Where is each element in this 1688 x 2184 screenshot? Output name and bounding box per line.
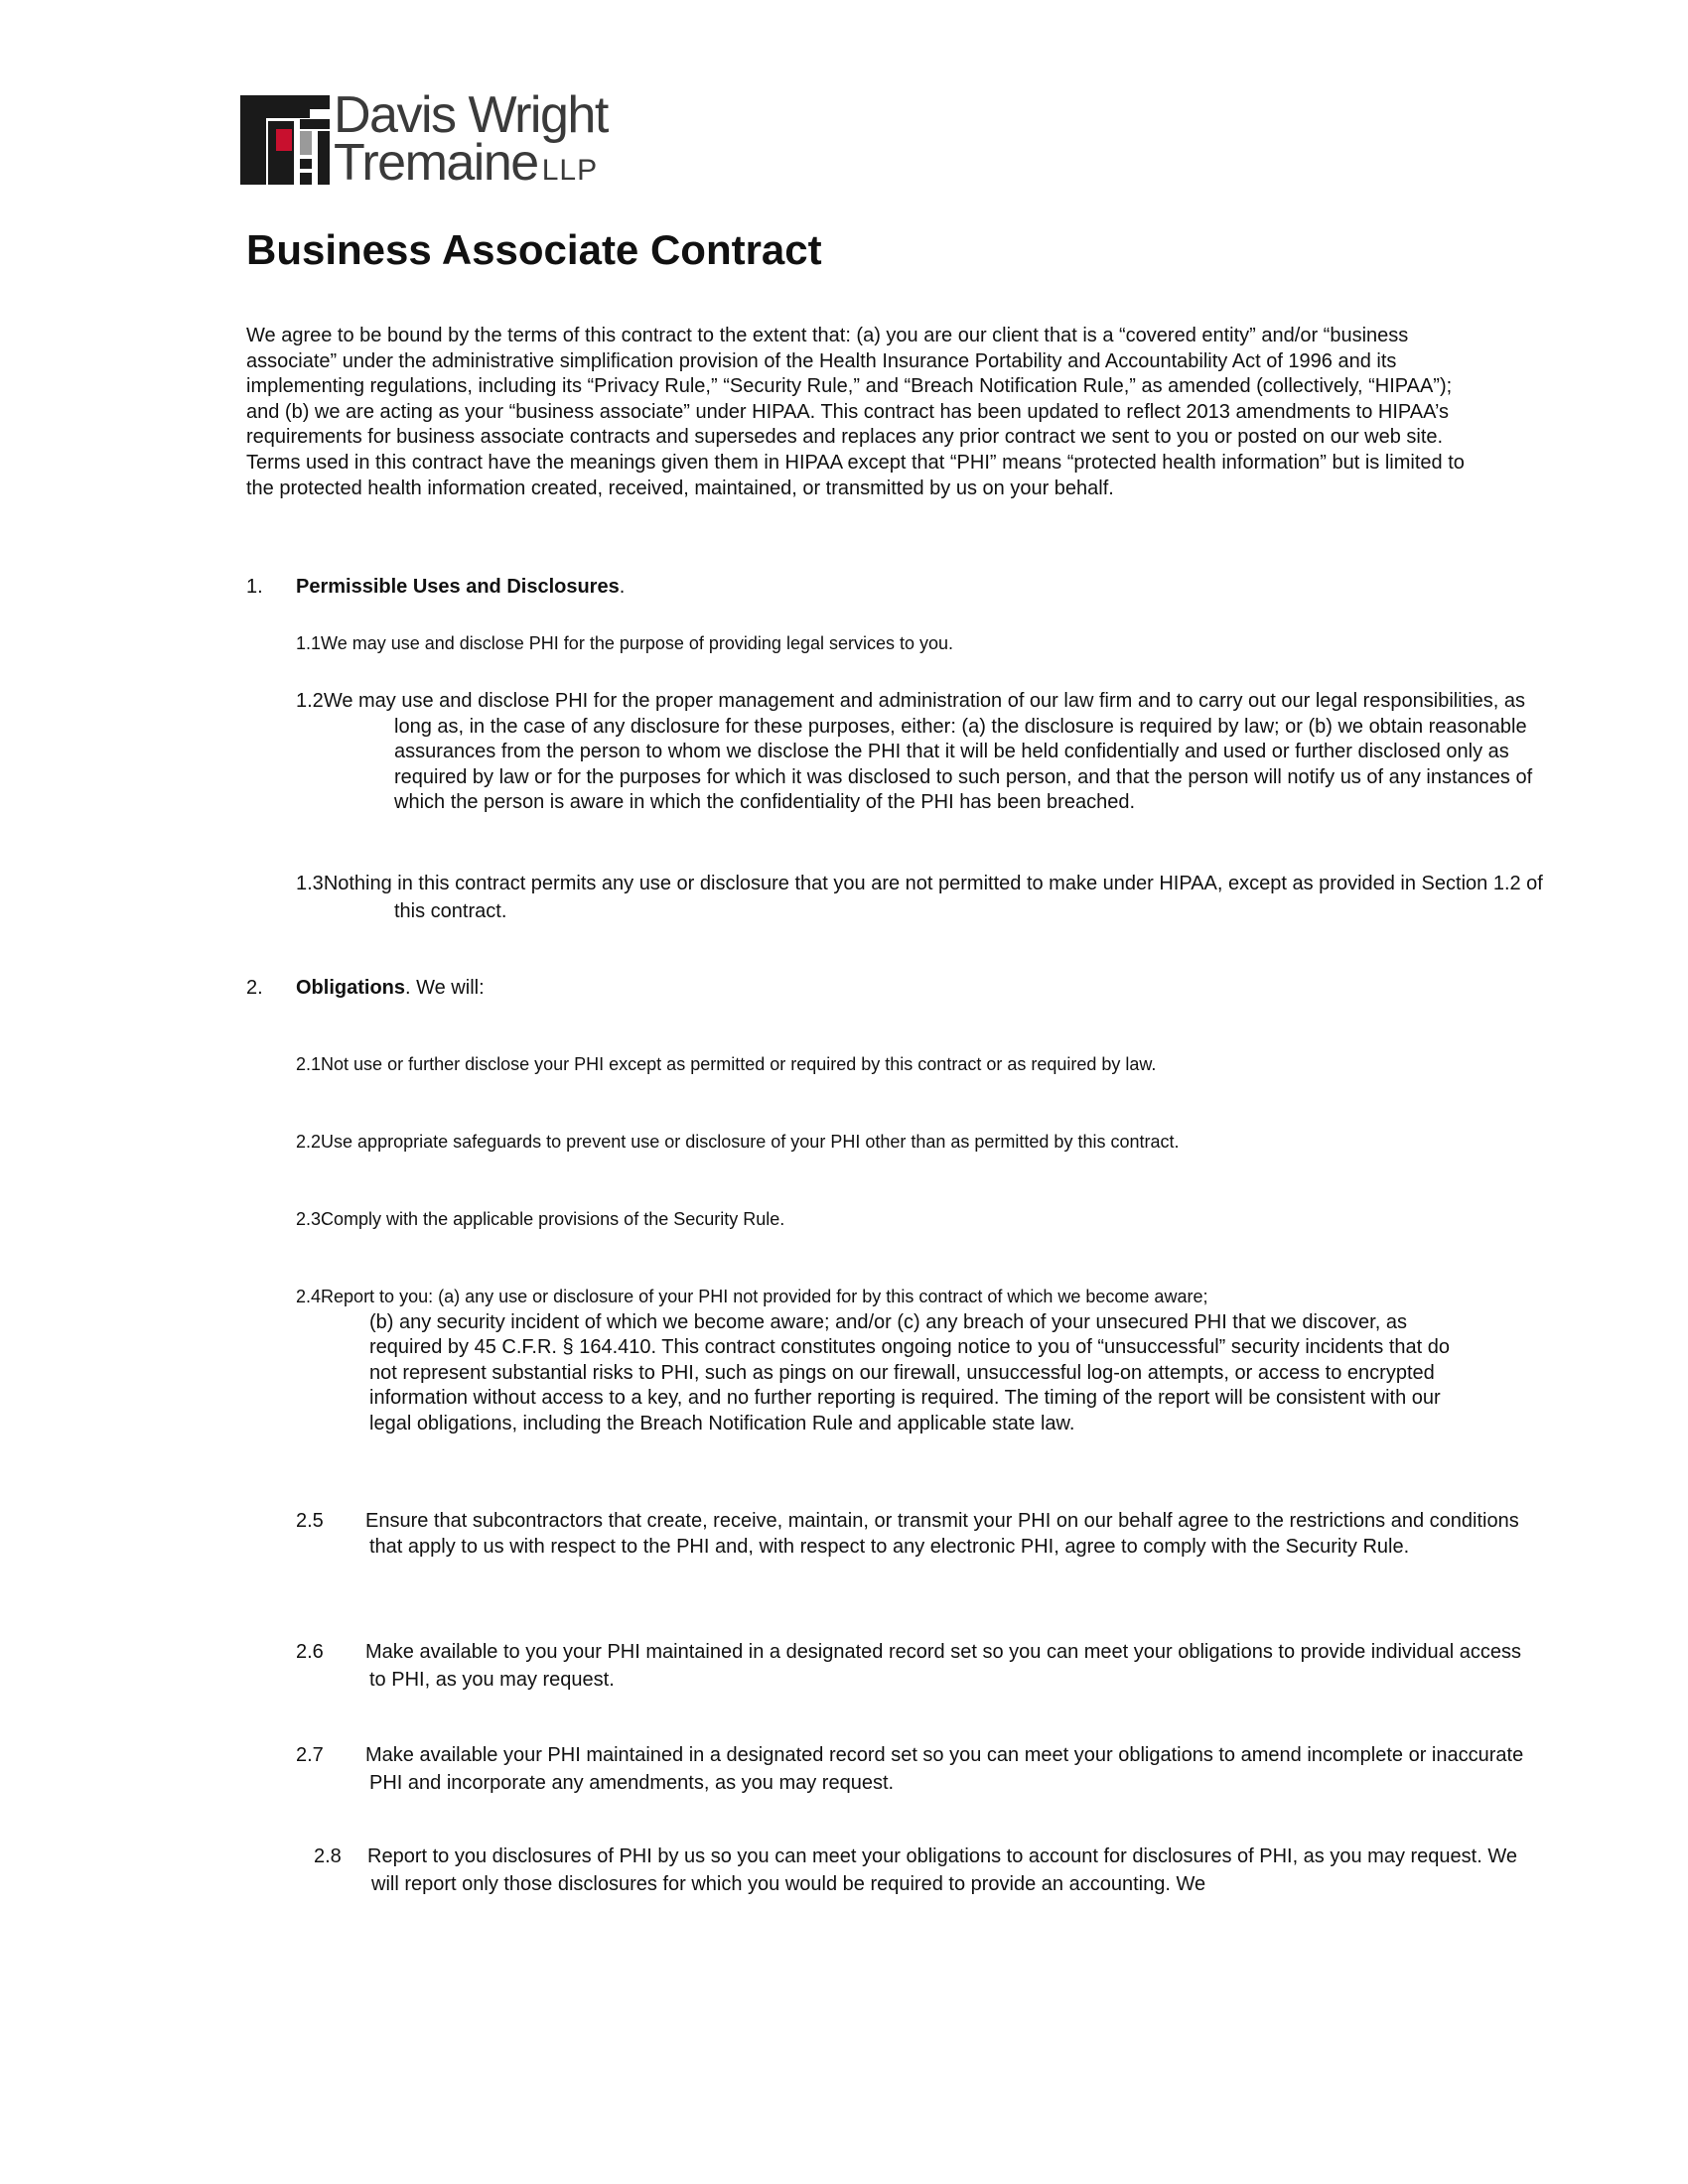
document-title: Business Associate Contract [246,226,822,273]
item-text: Make available your PHI maintained in a designated record set so you can meet your obligations to amend incomplete or inaccurate PHI and incorporate any amendments, as you may request. [365,1744,1524,1794]
item-number: 2.8 [314,1845,342,1867]
section-2-suffix: . We will: [405,977,485,999]
item-2-8 [314,1843,1525,1898]
item-text: Report to you disclosures of PHI by us so you can meet your obligations to account for disclosures of PHI, as you may request. We will report only those disclosures for which you would be required to provide an accounting. We [367,1845,1517,1895]
item-2-1 [296,1052,1468,1078]
item-2-5 [296,1509,1541,1560]
item-1-3 [296,870,1566,925]
item-number: 2.7 [296,1744,324,1766]
item-text: Ensure that subcontractors that create, receive, maintain, or transmit your PHI on our behalf agree to the restrictions and conditions that apply to us with respect to the PHI and, with respect to any electronic PHI, agree to comply with the Security Rule. [365,1510,1519,1558]
item-number: 1.1 [296,633,322,653]
item-text: Nothing in this contract permits any use or disclosure that you are not permitted to make under HIPAA, except as provided in Section 1.2 of this contract. [323,873,1543,922]
item-2-7 [296,1741,1541,1797]
item-text: Report to you: (a) any use or disclosure of your PHI not provided for by this contract of which we become aware; [321,1287,1208,1306]
logo-text-line2 [334,134,599,197]
firm-logo-mark-icon [240,95,330,185]
section-2-heading [246,975,485,1001]
item-text: Use appropriate safeguards to prevent use or disclosure of your PHI other than as permitted by this contract. [321,1132,1180,1152]
item-number: 2.4 [296,1287,322,1306]
item-number: 2.1 [296,1054,322,1074]
section-1-title: Permissible Uses and Disclosures [296,576,620,598]
section-2-title: Obligations [296,977,405,999]
intro-paragraph: We agree to be bound by the terms of this contract to the extent that: (a) you are our client that is a “covered entity” and/or “business associate” under the administrative simplification provision of the Health Insurance Portability and Accountability Act of 1996 and its implementing regulations, including its “Privacy Rule,” “Security Rule,” and “Breach Notification Rule,” as amended (collectively, “HIPAA”); and (b) we are acting as your “business associate” under HIPAA. This contract has been updated to reflect 2013 amendments to HIPAA’s requirements for business associate contracts and supersedes and replaces any prior contract we sent to you or posted on our web site. Terms used in this contract have the meanings given them in HIPAA except that “PHI” means “protected health information” but is limited to the protected health information created, received, maintained, or transmitted by us on your behalf. [246,325,1465,499]
section-1-heading [246,574,625,600]
item-number: 2.6 [296,1641,324,1663]
item-text: Make available to you your PHI maintained in a designated record set so you can meet your obligations to provide individual access to PHI, as you may request. [365,1641,1521,1691]
item-number: 1.2 [296,690,324,712]
firm-logo [240,86,637,192]
logo-text-line1: Davis Wright [334,86,608,144]
item-number: 2.2 [296,1132,322,1152]
item-number: 1.3 [296,873,324,894]
item-2-3 [296,1207,1468,1233]
logo-text-llp: LLP [541,154,599,187]
item-2-4-first-line [296,1285,1468,1310]
item-text: We may use and disclose PHI for the proper management and administration of our law firm and to carry out our legal responsibilities, as long as, in the case of any disclosure for these purposes, either: (a) the disclosure is required by law; or (b) we obtain reasonable assurances from the person to whom we disclose the PHI that it will be held confidentially and used or further disclosed only as required by law or for the purposes for which it was disclosed to such person, and that the person will notify us of any instances of which the person is aware in which the confidentiality of the PHI has been breached. [323,690,1533,813]
item-text: Not use or further disclose your PHI except as permitted or required by this contract or as required by law. [321,1054,1157,1074]
item-1-1 [296,631,1468,657]
item-number: 2.5 [296,1510,324,1532]
item-text: Comply with the applicable provisions of the Security Rule. [321,1209,785,1229]
item-2-2 [296,1130,1468,1156]
section-1-punct: . [619,576,626,598]
item-1-2 [296,689,1566,816]
item-2-4 [296,1285,1468,1436]
section-2-number: 2. [246,977,263,999]
item-2-4-continuation: (b) any security incident of which we become aware; and/or (c) any breach of your unsecured PHI that we discover, as required by 45 C.F.R. § 164.410. This contract constitutes ongoing notice to you of “unsuccessful” security incidents that do not represent substantial risks to PHI, such as pings on our firewall, unsuccessful log-on attempts, or access to encrypted information without access to a key, and no further reporting is required. The timing of the report will be consistent with our legal obligations, including the Breach Notification Rule and applicable state law. [369,1310,1451,1434]
item-2-6 [296,1638,1541,1694]
logo-text-tremaine: Tremaine [334,134,538,192]
item-text: We may use and disclose PHI for the purpose of providing legal services to you. [321,633,954,653]
item-number: 2.3 [296,1209,322,1229]
section-1-number: 1. [246,576,263,598]
